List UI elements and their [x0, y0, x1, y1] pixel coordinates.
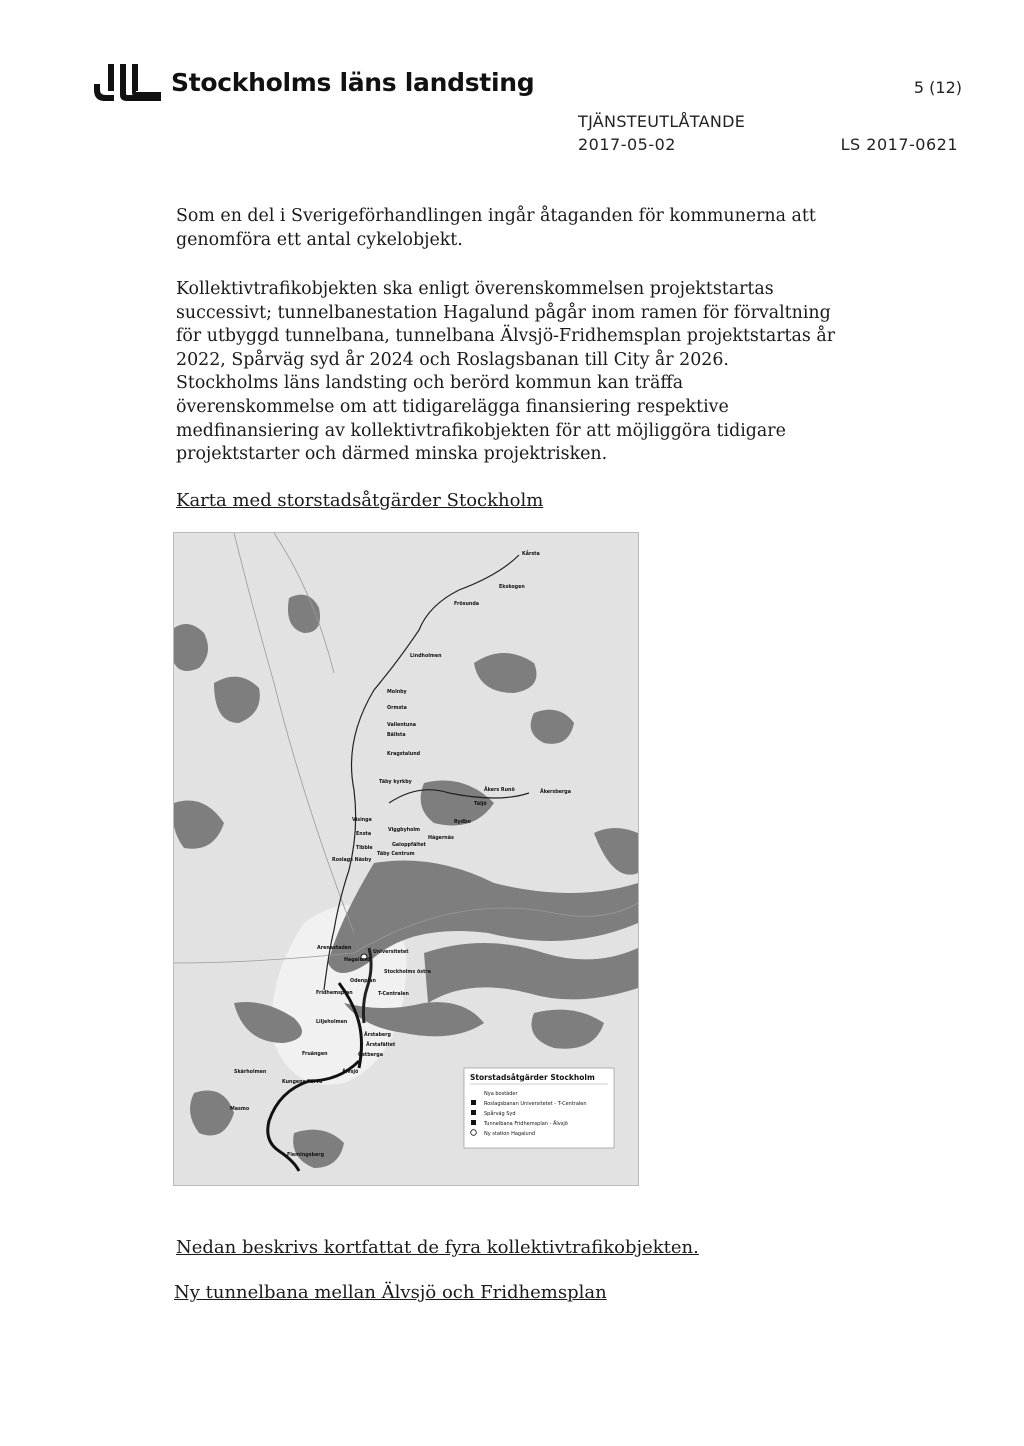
- legend-item-nya-bostader: Nya bostäder: [484, 1091, 518, 1097]
- label-t-centralen: T-Centralen: [378, 992, 409, 997]
- label-vallentuna: Vallentuna: [387, 723, 417, 728]
- label-skarholmen: Skärholmen: [234, 1070, 267, 1075]
- label-galoppfaltet: Galoppfältet: [392, 843, 426, 848]
- legend-square-icon: [471, 1100, 476, 1105]
- label-hagernas: Hägernäs: [428, 836, 454, 841]
- label-universitetet: Universitetet: [373, 950, 409, 955]
- label-akers-runo: Åkers Runö: [484, 788, 515, 793]
- label-fridhemsplan: Fridhemsplan: [316, 991, 353, 996]
- legend-circle-icon: [471, 1130, 477, 1136]
- label-arenastaden: Arenastaden: [317, 946, 352, 951]
- document-date: 2017-05-02: [578, 135, 676, 154]
- legend-item-tunnelbana: Tunnelbana Fridhemsplan - Älvsjö: [484, 1121, 568, 1127]
- map-legend: [464, 1068, 614, 1148]
- paragraph-cykelobjekt: Som en del i Sverigeförhandlingen ingår åtaganden för kommunerna att genomföra ett antal cykelobjekt.: [176, 206, 816, 250]
- label-viggbyholm: Viggbyholm: [388, 828, 421, 833]
- label-karsta: Kårsta: [522, 552, 540, 557]
- label-odenplan: Odenplan: [350, 979, 376, 984]
- label-akersberga: Åkersberga: [540, 790, 571, 795]
- label-tibble: Tibble: [356, 846, 373, 851]
- tunnelbana-heading: Ny tunnelbana mellan Älvsjö och Fridhemsplan: [174, 1282, 607, 1303]
- label-molnby: Molnby: [387, 690, 407, 695]
- document-type: TJÄNSTEUTLÅTANDE: [578, 112, 746, 131]
- label-kragstalund: Kragstalund: [387, 752, 421, 757]
- logo: [88, 62, 534, 102]
- legend-title: Storstadsåtgärder Stockholm: [470, 1073, 595, 1082]
- legend-item-hagalund: Ny station Hagalund: [484, 1131, 536, 1137]
- label-flemingsberg: Flemingsberg: [287, 1153, 325, 1158]
- document-reference: LS 2017-0621: [840, 135, 958, 154]
- paragraph-kollektivtrafik: Kollektivtrafikobjekten ska enligt överenskommelsen projektstartas successivt; tunnelbanestation Hagalund pågår inom ramen för förvaltning för utbyggd tunnelbana, tunnelbana Älvsjö-Fridhemsplan projektstartas år 2022, Spårväg syd år 2024 och Roslagsbanan till City år 2026. Stockholms läns landsting och berörd kommun kan träffa överenskommelse om att tidigarelägga finansiering respektive medfinansiering av kollektivtrafikobjekten för att möjliggöra tidigare projektstarter och därmed minska projektrisken.: [176, 279, 836, 465]
- label-arstaberg: Årstaberg: [364, 1033, 391, 1038]
- label-rydbo: Rydbo: [454, 820, 471, 825]
- label-ostberga: Östberga: [358, 1053, 383, 1058]
- label-kungens-kurva: Kungens kurva: [282, 1080, 323, 1085]
- landsting-logo-icon: [88, 62, 168, 102]
- legend-square-icon: [471, 1110, 476, 1115]
- label-liljeholmen: Liljeholmen: [316, 1020, 348, 1025]
- label-ormsta: Ormsta: [387, 706, 407, 711]
- label-stockholms-ostra: Stockholms östra: [384, 970, 432, 975]
- page-number: 5 (12): [913, 78, 962, 97]
- label-hagalund: Hagalund: [344, 958, 370, 963]
- label-tajo: Täljö: [474, 802, 487, 807]
- label-ballsta: Bällsta: [387, 733, 406, 738]
- label-taby-kyrkby: Täby kyrkby: [379, 780, 412, 785]
- legend-item-roslagsbanan: Roslagsbanan Universitetet - T-Centralen: [484, 1101, 587, 1107]
- stockholm-map: [173, 532, 639, 1186]
- org-name: Stockholms läns landsting: [171, 67, 535, 97]
- label-fruangen: Fruängen: [302, 1052, 328, 1057]
- section-intro-heading: Nedan beskrivs kortfattat de fyra kollektivtrafikobjekten.: [176, 1237, 699, 1258]
- label-lindholmen: Lindholmen: [410, 654, 442, 659]
- label-ekskogen: Ekskogen: [499, 585, 525, 590]
- legend-square-icon: [471, 1120, 476, 1125]
- label-roslags-nasby: Roslags Näsby: [332, 858, 372, 863]
- label-arstafaltet: Årstafältet: [366, 1043, 396, 1048]
- map-heading: Karta med storstadsåtgärder Stockholm: [176, 490, 544, 511]
- label-taby-centrum: Täby Centrum: [377, 852, 415, 857]
- label-frosunda: Frösunda: [454, 602, 479, 607]
- label-ensta: Ensta: [356, 832, 372, 837]
- label-alvsjo: Älvsjö: [342, 1070, 359, 1075]
- map-graphic: [174, 533, 638, 1185]
- label-visinge: Visinge: [352, 818, 372, 823]
- legend-item-sparvag-syd: Spårväg Syd: [484, 1111, 516, 1117]
- label-masmo: Masmo: [230, 1107, 250, 1112]
